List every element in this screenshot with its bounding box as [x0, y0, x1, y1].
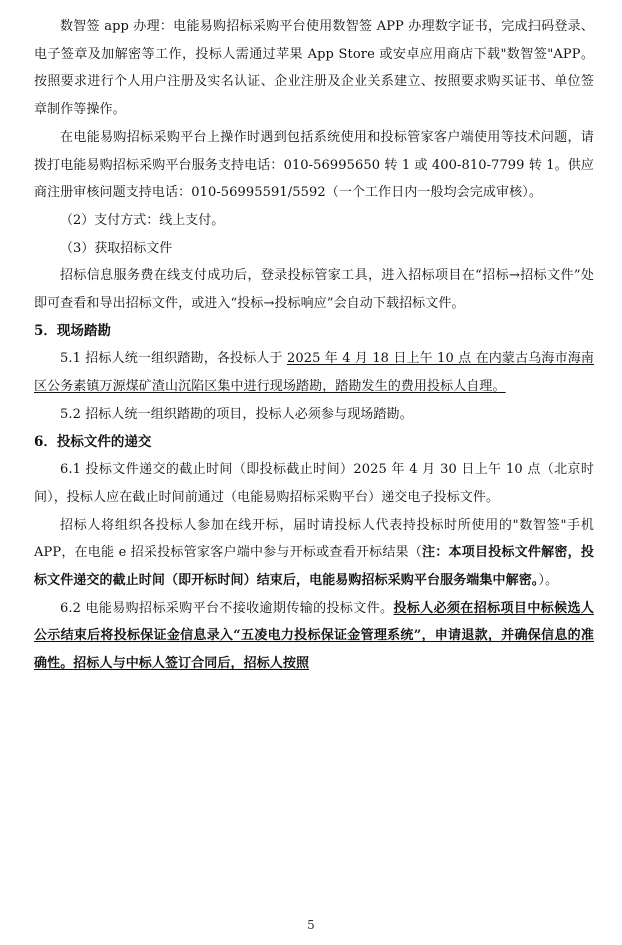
document-body — [34, 13, 594, 678]
section-heading-bid-submission: 6．投标文件的递交 — [34, 433, 152, 450]
late-submission-text: 6.2 电能易购招标采购平台不接收逾期传输的投标文件。 — [60, 600, 394, 616]
site-visit-intro: 5.1 招标人统一组织踏勘，各投标人于 — [60, 351, 287, 367]
obtain-documents-item: （3）获取招标文件 — [60, 240, 173, 256]
online-opening-close: ）。 — [538, 573, 559, 589]
paragraph-late-submission — [34, 595, 594, 678]
section-heading-site-visit: 5．现场踏勘 — [34, 322, 111, 339]
decryption-note: 注：本项目投标文件解密，投标文件递交的截止时间（即开标时间）结束后，电能易购招标采购平台服务端集中解密。 — [34, 545, 594, 589]
paragraph-site-visit-required: 5.2 招标人统一组织踏勘的项目，投标人必须参与现场踏勘。 — [60, 406, 413, 422]
paragraph-tech-support: 在电能易购招标采购平台上操作时遇到包括系统使用和投标管家客户端使用等技术问题，请拨打电能易购招标采购平台服务支持电话：010-56995650 转 1 或 400-810-7799 转 1。供应商注册审核问题支持电话：010-56995591/5592（一个工作日内一般均会完成审核）。 — [34, 129, 594, 201]
paragraph-site-visit-organized — [34, 345, 594, 400]
paragraph-online-opening — [34, 512, 594, 595]
page-number: 5 — [307, 918, 315, 932]
paragraph-submission-deadline: 6.1 投标文件递交的截止时间（即投标截止时间）2025 年 4 月 30 日上午 10 点（北京时间），投标人应在截止时间前通过（电能易购招标采购平台）递交电子投标文件。 — [34, 462, 594, 505]
site-visit-time-location: 2025 年 4 月 18 日上午 10 点 在内蒙古乌海市海南区公务素镇万源煤矿渣山沉陷区集中进行现场踏勘，踏勘发生的费用投标人自理。 — [34, 351, 594, 395]
paragraph-app-registration: 数智签 app 办理：电能易购招标采购平台使用数智签 APP 办理数字证书，完成扫码登录、电子签章及加解密等工作，投标人需通过苹果 App Store 或安卓应用商店下载"数智签"APP。按照要求进行个人用户注册及实名认证、企业注册及企业关系建立、按照要求购买证书、单位签章制作等操作。 — [34, 19, 594, 118]
paragraph-download-documents: 招标信息服务费在线支付成功后，登录投标管家工具，进入招标项目在“招标→招标文件”处即可查看和导出招标文件，或进入“投标→投标响应”会自动下载招标文件。 — [34, 268, 594, 312]
online-opening-text: 招标人将组织各投标人参加在线开标，届时请投标人代表持投标时所使用的"数智签"手机 APP，在电能 e 招采投标管家客户端中参与开标或查看开标结果（ — [34, 517, 594, 561]
deposit-refund-note: 投标人必须在招标项目中标候选人公示结束后将投标保证金信息录入“五凌电力投标保证金管理系统”，申请退款，并确保信息的准确性。招标人与中标人签订合同后，招标人按照 — [34, 600, 594, 672]
payment-method-item: （2）支付方式：线上支付。 — [60, 212, 225, 228]
